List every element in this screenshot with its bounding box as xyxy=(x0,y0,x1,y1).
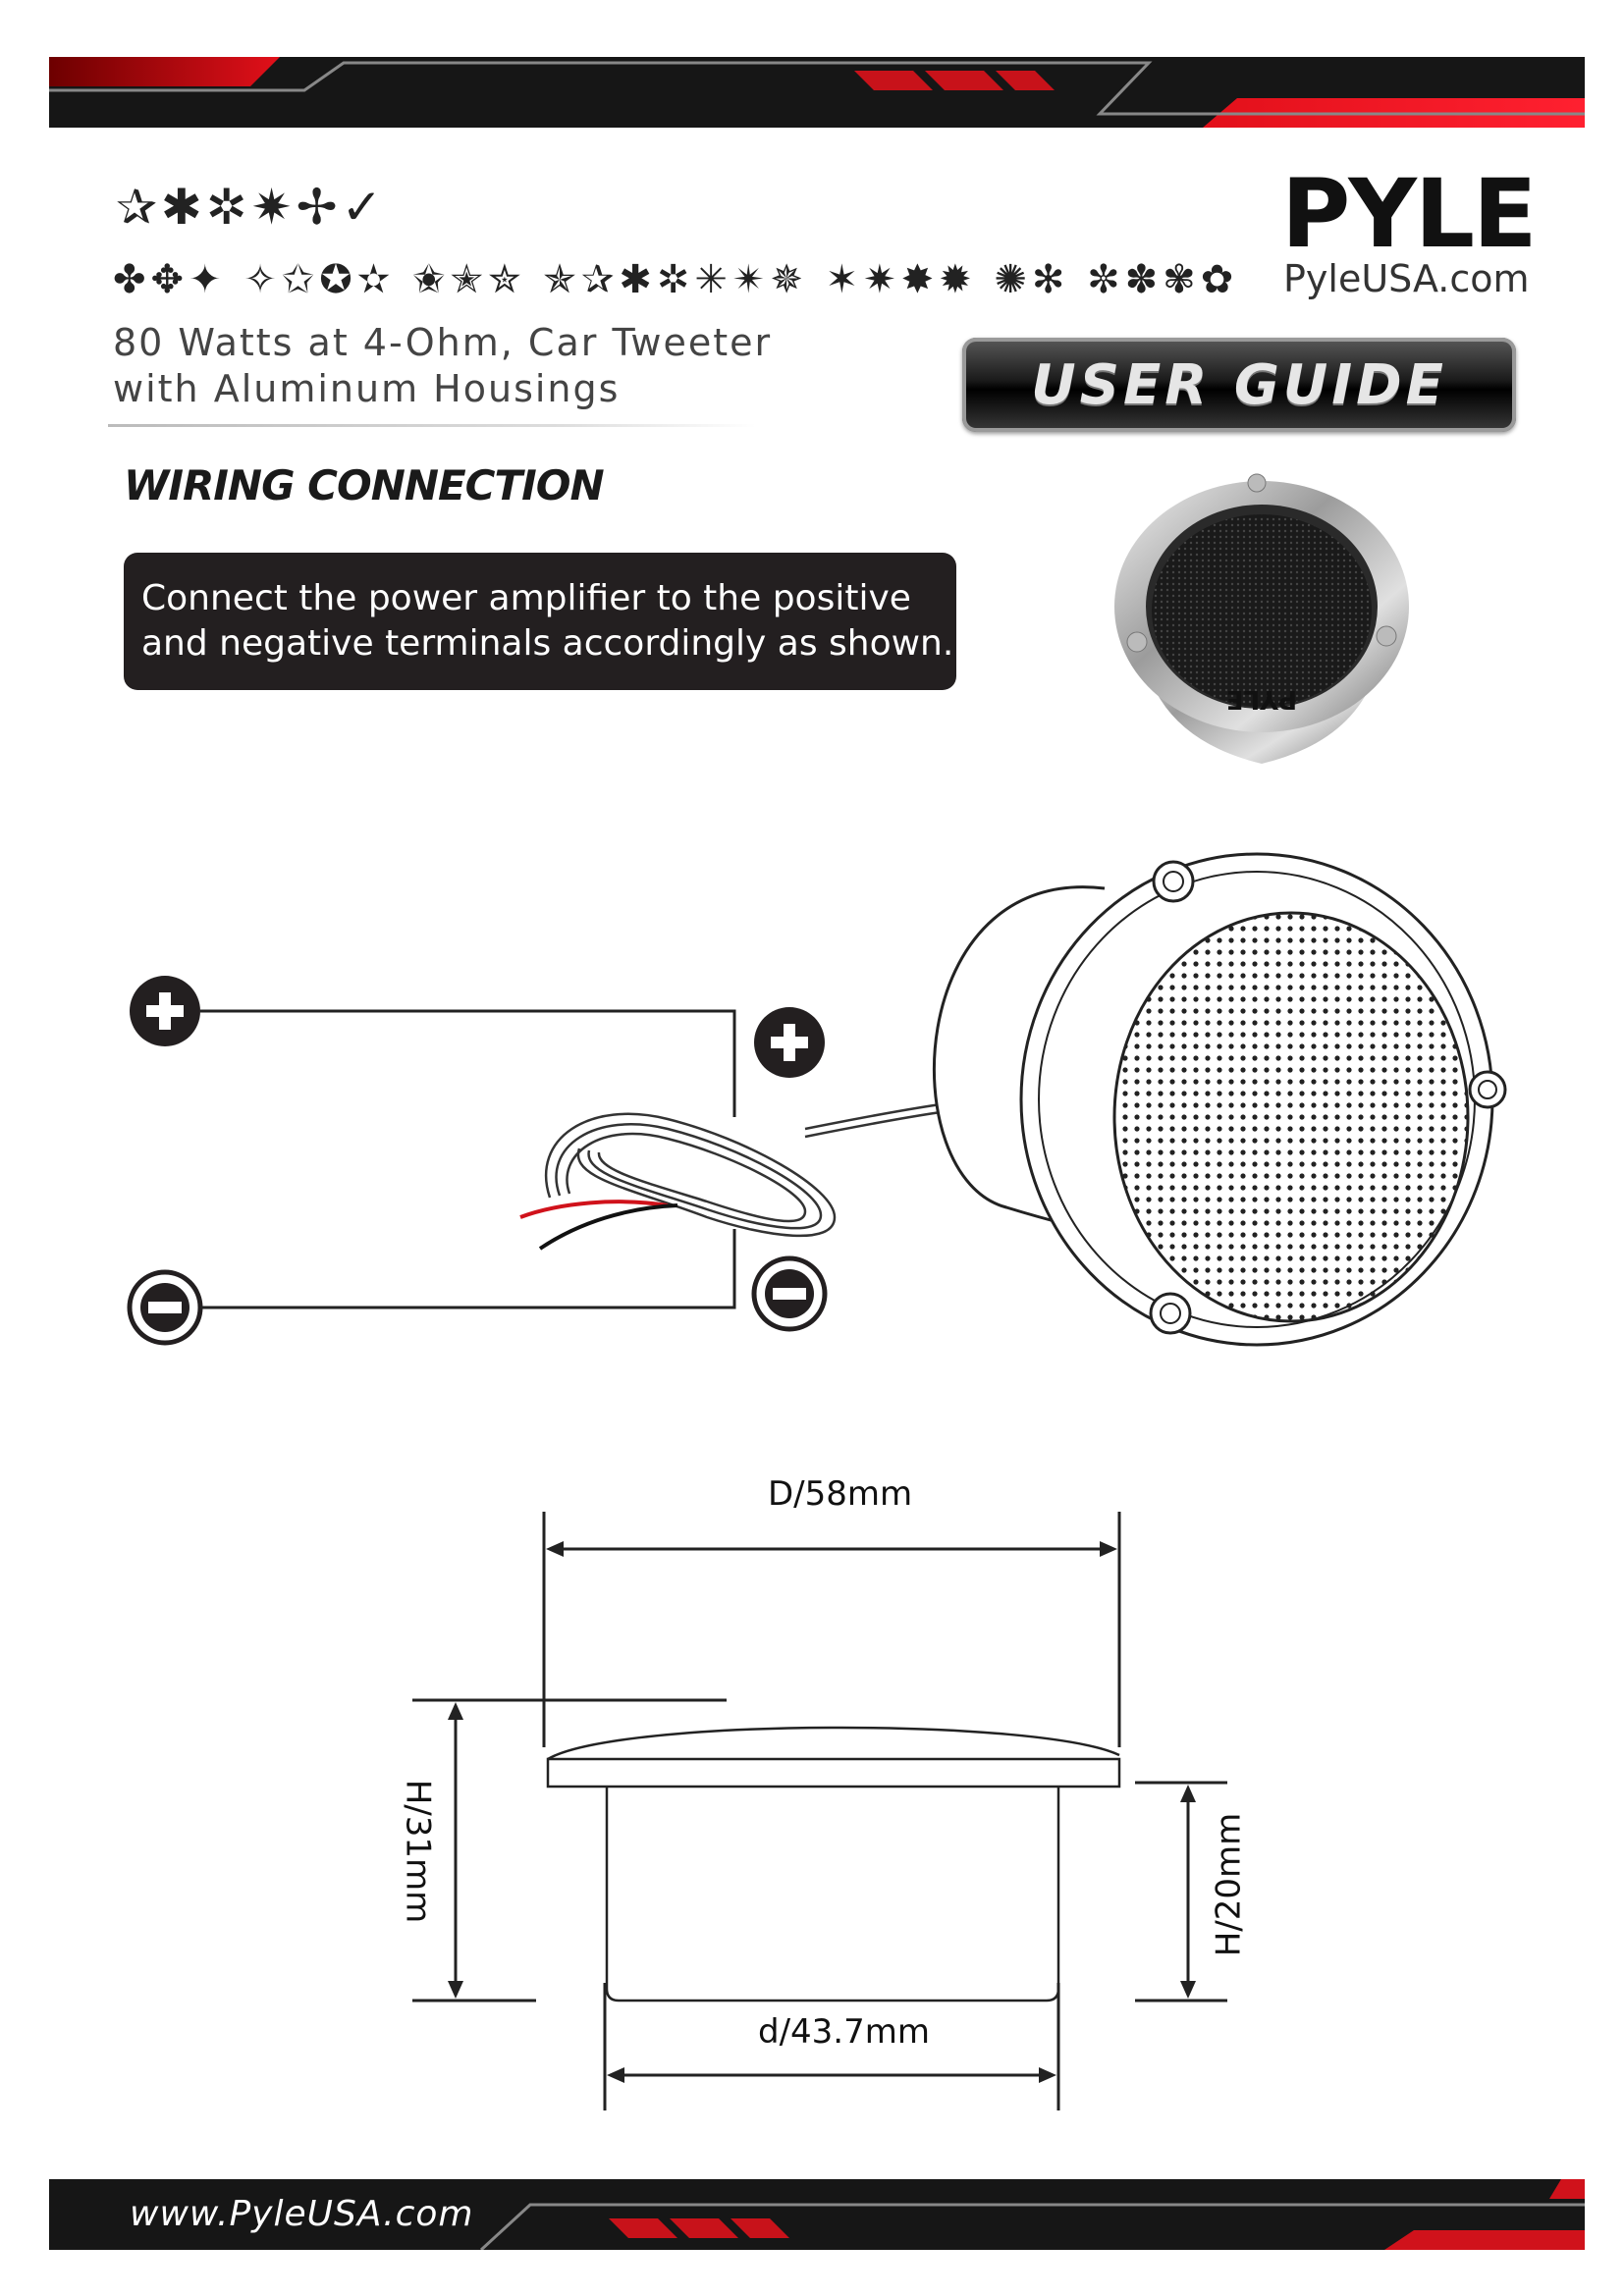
speaker-negative-icon xyxy=(754,1258,825,1329)
product-photo xyxy=(1100,469,1424,775)
speaker-positive-icon xyxy=(754,1007,825,1078)
black-lead xyxy=(540,1205,677,1249)
positive-wire xyxy=(200,1011,734,1117)
footer-url[interactable]: www.PyleUSA.com xyxy=(130,2194,474,2234)
amp-negative-icon xyxy=(130,1272,200,1343)
top-banner-graphic xyxy=(49,57,1585,128)
subtitle-line-1: 80 Watts at 4-Ohm, Car Tweeter xyxy=(113,321,773,364)
subtitle-line-2: with Aluminum Housings xyxy=(113,367,621,410)
user-guide-badge xyxy=(962,338,1516,432)
inner-diameter-label: d/43.7mm xyxy=(758,2012,930,2052)
tweeter-drawing xyxy=(934,854,1505,1345)
header-divider xyxy=(108,424,756,427)
wiring-note-line-2: and negative terminals accordingly as shown. xyxy=(141,623,954,664)
wiring-note xyxy=(124,553,956,690)
outer-diameter-label: D/58mm xyxy=(768,1474,913,1514)
negative-wire xyxy=(200,1229,734,1308)
body-height-label: H/20mm xyxy=(1209,1812,1249,1957)
brand-url: PyleUSA.com xyxy=(1283,257,1530,300)
product-subtitle xyxy=(113,320,772,412)
wiring-diagram xyxy=(118,805,1532,1394)
total-height-label: H/31mm xyxy=(398,1779,438,1924)
brand-logo: PYLE xyxy=(1281,159,1536,269)
amp-positive-icon xyxy=(130,976,200,1046)
section-title: WIRING CONNECTION xyxy=(124,461,604,509)
top-banner xyxy=(49,57,1585,128)
product-title: ✤✥✦ ✧✩✪✫ ✬✭✮ ✯✰✱✲✳✴✵ ✶✷✸✹ ✺✻ ✼✽✾✿ xyxy=(113,257,1239,302)
model-number: ✰✱✲✷✢✓ xyxy=(116,179,387,236)
wiring-note-line-1: Connect the power amplifier to the positive xyxy=(141,578,911,618)
user-guide-label: USER GUIDE xyxy=(1031,352,1447,417)
product-photo-label: PYLE xyxy=(1225,684,1298,714)
